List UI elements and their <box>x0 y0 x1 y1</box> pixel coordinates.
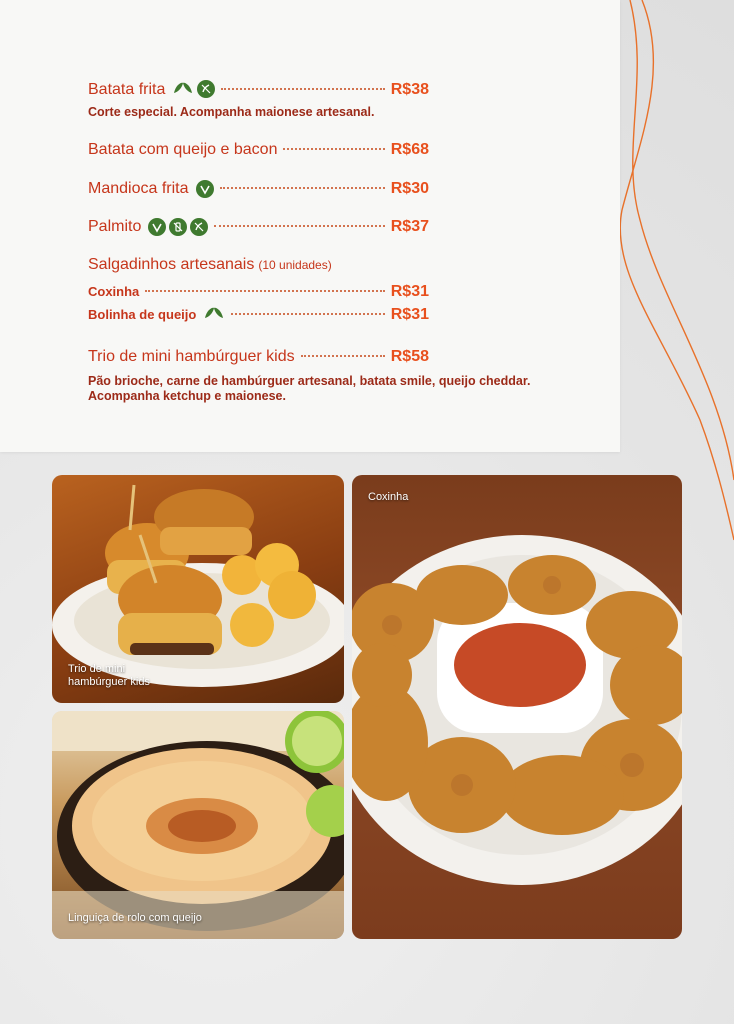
coxinha-illustration <box>352 475 682 939</box>
caption-line-2: hambúrguer kids <box>68 676 150 688</box>
menu-item-batata-queijo-bacon <box>88 141 429 159</box>
photo-caption <box>68 663 150 689</box>
item-name: Bolinha de queijo <box>88 307 197 322</box>
item-name: Trio de mini hambúrguer kids <box>88 348 295 365</box>
linguica-illustration <box>52 711 344 939</box>
lactose-free-icon <box>169 218 187 236</box>
section-note: (10 unidades) <box>258 258 332 272</box>
dot-leader <box>145 290 384 292</box>
photo-caption: Coxinha <box>368 491 409 503</box>
menu-item-batata-frita <box>88 78 429 99</box>
item-price: R$30 <box>390 180 429 197</box>
dot-leader <box>214 225 384 227</box>
menu-item-coxinha <box>88 283 429 301</box>
photo-coxinha <box>352 475 682 939</box>
section-salgadinhos-header <box>88 256 429 274</box>
photo-linguica <box>52 711 344 939</box>
caption-line-1: Trio de mini <box>68 663 126 675</box>
menu-item-bolinha-de-queijo <box>88 303 429 324</box>
item-description-line-2: Acompanha ketchup e maionese. <box>88 389 286 403</box>
menu-paper-sheet <box>0 0 620 452</box>
item-name: Palmito <box>88 218 142 235</box>
vegan-icon <box>196 180 214 198</box>
item-price: R$31 <box>390 283 429 300</box>
item-name: Batata com queijo e bacon <box>88 141 278 158</box>
item-name: Coxinha <box>88 284 140 299</box>
item-price: R$68 <box>390 141 429 158</box>
item-name: Mandioca frita <box>88 180 189 197</box>
photo-mini-burgers <box>52 475 344 703</box>
menu-item-mandioca-frita <box>88 178 429 198</box>
menu-item-palmito <box>88 216 429 236</box>
menu-item-trio-kids <box>88 348 429 366</box>
section-title: Salgadinhos artesanais <box>88 256 255 273</box>
dot-leader <box>220 187 385 189</box>
photo-caption: Linguiça de rolo com queijo <box>68 912 202 924</box>
item-name: Batata frita <box>88 81 166 98</box>
vegetarian-leaf-icon <box>203 305 225 321</box>
item-description: Corte especial. Acompanha maionese artesanal. <box>88 105 375 119</box>
vegan-leaf-icon <box>172 80 194 96</box>
dot-leader <box>301 355 385 357</box>
item-price: R$31 <box>390 306 429 323</box>
item-price: R$37 <box>390 218 429 235</box>
vegan-icon <box>148 218 166 236</box>
item-price: R$58 <box>390 348 429 365</box>
item-price: R$38 <box>390 81 429 98</box>
dot-leader <box>283 148 384 150</box>
gluten-free-icon <box>190 218 208 236</box>
dot-leader <box>231 313 384 315</box>
item-description-line-1: Pão brioche, carne de hambúrguer artesanal, batata smile, queijo cheddar. <box>88 374 531 388</box>
gluten-free-icon <box>197 80 215 98</box>
dot-leader <box>221 88 384 90</box>
